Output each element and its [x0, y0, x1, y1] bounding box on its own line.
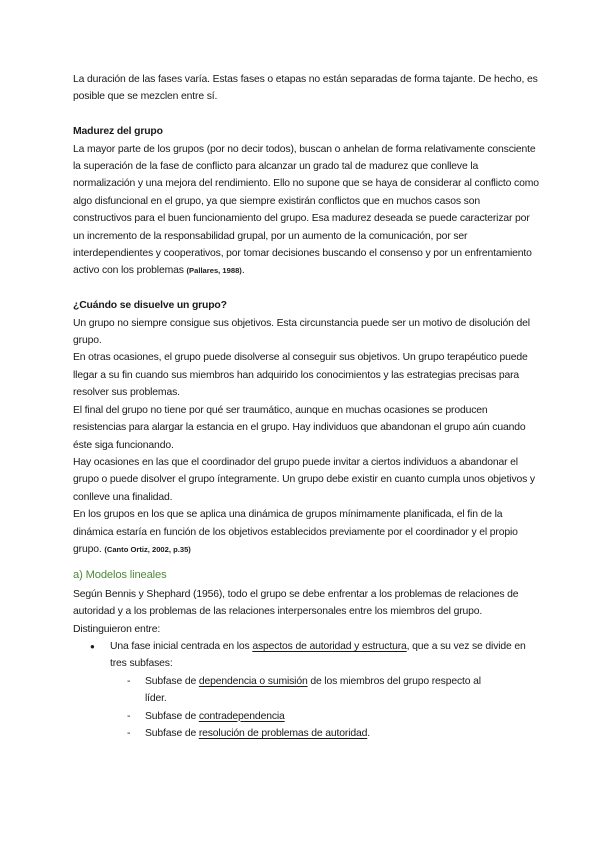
disuelve-heading: ¿Cuándo se disuelve un grupo? [73, 300, 227, 312]
subfase-link: resolución de problemas de autoridad [198, 728, 368, 739]
list-item [73, 638, 540, 742]
dash-marker: - [127, 728, 131, 739]
autoridad-link: aspectos de autoridad y estructura [252, 640, 407, 652]
disuelve-paragraph-5 [73, 506, 540, 558]
disuelve-paragraph-2: En otras ocasiones, el grupo puede disolverse al conseguir sus objetivos. Un grupo terapéutico puede llegar a su fin cuando sus miembros han adquirido los conocimientos y las estrategias precisas para resolver sus problemas. [73, 352, 528, 399]
bullet-post: , que a su vez se divide en tres subfases: [110, 640, 526, 670]
subfase-link: contradependencia [198, 710, 285, 722]
subfase-pre: Subfase de [145, 710, 199, 722]
list-item [110, 725, 530, 742]
madurez-heading: Madurez del grupo [73, 126, 163, 138]
modelos-heading: a) Modelos lineales [73, 569, 167, 582]
disuelve-paragraph-1: Un grupo no siempre consigue sus objetivos. Esta circunstancia puede ser un motivo de disolución del grupo. [73, 317, 530, 347]
spacer [73, 106, 540, 123]
intro-paragraph: La duración de las fases varía. Estas fases o etapas no están separadas de forma tajante. De hecho, es posible que se mezclen entre sí. [73, 74, 538, 103]
subfases-list [110, 673, 530, 743]
bullet-pre: Una fase inicial centrada en los [110, 640, 253, 652]
madurez-paragraph [73, 141, 540, 280]
madurez-end: . [241, 265, 245, 277]
subfase-link: dependencia o sumisión [198, 675, 308, 687]
disuelve-paragraph-4: Hay ocasiones en las que el coordinador del grupo puede invitar a ciertos individuos a abandonar el grupo o puede disolver el grupo íntegramente. Un grupo debe existir en cuanto cumpla unos objetivos y conlleve una finalidad. [73, 456, 535, 503]
subfase-pre: Subfase de [145, 675, 199, 687]
madurez-citation: (Pallares, 1988) [186, 266, 242, 276]
disuelve-paragraph-3: El final del grupo no tiene por qué ser traumático, aunque en muchas ocasiones se producen resistencias para alargar la estancia en el grupo. Hay individuos que abandonan el grupo aún cuando éste siga funcionando. [73, 404, 526, 451]
disuelve-p5-text: En los grupos en los que se aplica una dinámica de grupos mínimamente planificada, el fin de la dinámica estaría en función de los objetivos establecidos previamente por el coordinador y el propio grupo. [73, 509, 518, 555]
modelos-intro: Según Bennis y Shephard (1956), todo el grupo se debe enfrentar a los problemas de relaciones de autoridad y a los problemas de las relaciones interpersonales entre los miembros del grupo. Distinguieron entre: [73, 588, 519, 635]
subfase-post: . [367, 728, 371, 739]
subfase-pre: Subfase de [145, 728, 199, 739]
dash-marker: - [127, 710, 131, 722]
list-item [110, 708, 530, 725]
disuelve-citation: (Canto Ortiz, 2002, p.35) [104, 544, 191, 554]
fases-list [73, 638, 540, 742]
list-item [110, 673, 530, 708]
spacer [73, 280, 540, 297]
subfase-post: de los miembros del grupo respecto al líder. [145, 675, 481, 705]
dash-marker: - [127, 675, 131, 687]
madurez-body: La mayor parte de los grupos (por no decir todos), buscan o anhelan de forma relativamente consciente la superación de la fase de conflicto para alcanzar un grado tal de madurez que conlleve la normalización y una mejora del rendimiento. Ello no supone que se haya de considerar al conflicto como algo disfuncional en el grupo, ya que siempre existirán conflictos que en muchos casos son constructivos para el buen funcionamiento del grupo. Esa madurez deseada se puede caracterizar por un incremento de la responsabilidad grupal, por un aumento de la comunicación, por ser interdependientes y cooperativos, por tomar decisiones buscando el consenso y por un enfrentamiento activo con los problemas [73, 143, 539, 277]
